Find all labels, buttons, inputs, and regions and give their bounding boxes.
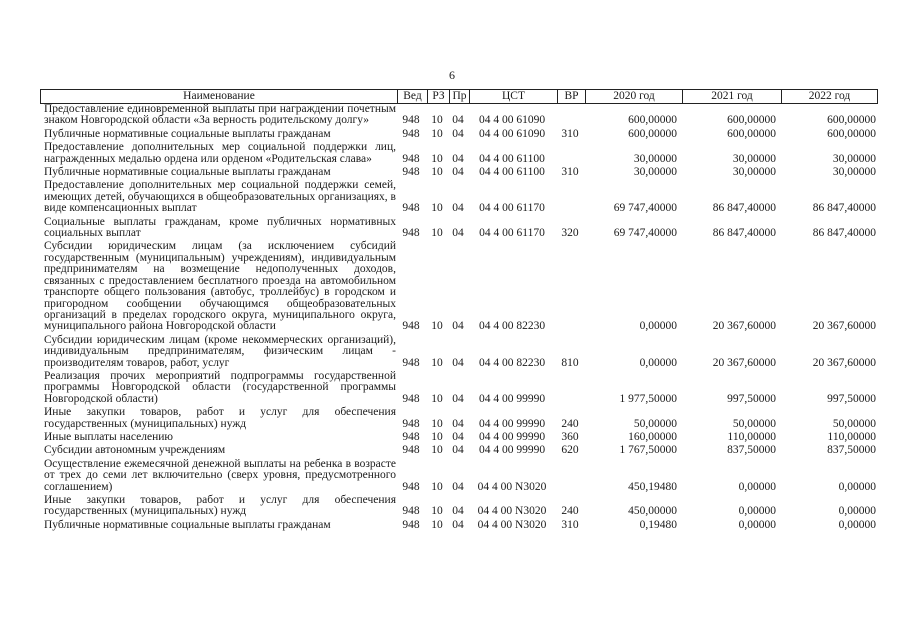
row-name: Иные закупки товаров, работ и услуг для обеспечения государственных (муниципальных) нужд [44, 406, 396, 430]
row-name: Публичные нормативные социальные выплаты гражданам [44, 127, 331, 140]
row-cst: 04 4 00 61100 [479, 152, 545, 165]
table-row [40, 241, 878, 332]
row-cst: 04 4 00 61100 [479, 166, 545, 179]
row-rz: 10 [431, 356, 443, 369]
row-cst: 04 4 00 82230 [478, 320, 546, 333]
row-ved: 948 [402, 417, 420, 430]
row-vr: 240 [561, 505, 579, 518]
row-pr: 04 [452, 152, 464, 165]
row-y2021: 86 847,40000 [712, 202, 776, 215]
row-rz: 10 [431, 114, 443, 127]
table-row [40, 104, 878, 127]
row-vr: 240 [561, 417, 579, 430]
table-row [40, 167, 878, 178]
table-row [40, 335, 878, 369]
table-row [40, 129, 878, 140]
row-pr: 04 [452, 518, 464, 531]
row-cst: 04 4 00 99990 [478, 392, 546, 405]
row-y2021: 0,00000 [738, 480, 776, 493]
row-ved: 948 [402, 518, 420, 531]
table-row [40, 495, 878, 518]
row-rz: 10 [431, 480, 443, 493]
header-name: Наименование [183, 90, 255, 102]
header-rz: РЗ [427, 90, 449, 103]
row-pr: 04 [452, 356, 464, 369]
row-ved: 948 [402, 392, 420, 405]
row-ved: 948 [402, 152, 420, 165]
row-y2020: 30,00000 [633, 152, 677, 165]
row-y2021: 600,00000 [727, 114, 776, 127]
row-y2020: 600,00000 [628, 127, 677, 140]
row-name: Социальные выплаты гражданам, кроме публичных нормативных социальных выплат [44, 215, 396, 240]
row-y2020: 1 767,50000 [619, 444, 677, 457]
row-rz: 10 [431, 202, 443, 215]
row-rz: 10 [431, 505, 443, 518]
row-rz: 10 [431, 127, 443, 140]
row-pr: 04 [452, 430, 464, 443]
row-cst: 04 4 00 99990 [478, 444, 546, 457]
table-row [40, 217, 878, 240]
row-cst: 04 4 00 N3020 [477, 518, 547, 531]
row-y2022: 30,00000 [832, 152, 876, 165]
row-y2020: 450,00000 [628, 505, 677, 518]
table-header [40, 89, 878, 104]
table-row [40, 432, 878, 443]
table-row [40, 142, 878, 165]
row-pr: 04 [452, 114, 464, 127]
row-cst: 04 4 00 61090 [478, 127, 546, 140]
table-row [40, 459, 878, 493]
row-y2022: 20 367,60000 [812, 320, 876, 333]
row-vr: 810 [561, 356, 579, 369]
row-name: Иные выплаты населению [44, 430, 173, 443]
row-y2021: 50,00000 [732, 417, 776, 430]
row-rz: 10 [431, 417, 443, 430]
row-y2022: 600,00000 [827, 114, 876, 127]
row-y2021: 600,00000 [727, 127, 776, 140]
row-y2021: 837,50000 [727, 444, 776, 457]
row-cst: 04 4 00 N3020 [477, 505, 547, 518]
row-y2022: 86 847,40000 [812, 202, 876, 215]
table-row [40, 180, 878, 214]
row-name: Публичные нормативные социальные выплаты гражданам [44, 166, 331, 179]
row-ved: 948 [402, 114, 420, 127]
row-name: Реализация прочих мероприятий подпрограммы государственной программы Новгородской области (государственной программы Новгородской области) [44, 369, 396, 405]
row-ved: 948 [402, 227, 420, 240]
row-y2020: 69 747,40000 [613, 202, 677, 215]
row-y2020: 69 747,40000 [613, 227, 677, 240]
row-pr: 04 [452, 417, 464, 430]
row-y2021: 30,00000 [732, 166, 776, 179]
row-y2020: 0,19480 [639, 518, 677, 531]
row-pr: 04 [452, 227, 464, 240]
row-vr: 310 [561, 166, 579, 179]
row-cst: 04 4 00 N3020 [477, 480, 547, 493]
row-y2021: 20 367,60000 [712, 320, 776, 333]
row-ved: 948 [402, 444, 420, 457]
header-2021: 2021 год [682, 90, 781, 103]
row-vr: 310 [561, 127, 579, 140]
row-vr: 310 [561, 518, 579, 531]
table-row [40, 371, 878, 405]
row-name: Субсидии автономным учреждениям [44, 444, 226, 457]
row-ved: 948 [402, 127, 420, 140]
row-y2020: 450,19480 [628, 480, 677, 493]
row-name: Публичные нормативные социальные выплаты гражданам [44, 518, 331, 531]
row-rz: 10 [431, 444, 443, 457]
row-ved: 948 [402, 480, 420, 493]
row-y2022: 997,50000 [827, 392, 876, 405]
row-name: Предоставление единовременной выплаты при награждении почетным знаком Новгородской области «За верность родительскому долгу» [44, 103, 396, 127]
row-name: Предоставление дополнительных мер социальной поддержки лиц, награжденных медалью ордена или орденом «Родительская слава» [44, 141, 396, 165]
row-y2021: 0,00000 [738, 518, 776, 531]
row-rz: 10 [431, 392, 443, 405]
row-pr: 04 [452, 505, 464, 518]
row-y2020: 30,00000 [633, 166, 677, 179]
header-2022: 2022 год [781, 90, 877, 103]
row-pr: 04 [452, 127, 464, 140]
header-vr: ВР [557, 90, 585, 103]
row-name: Иные закупки товаров, работ и услуг для обеспечения государственных (муниципальных) нужд [44, 494, 396, 518]
row-ved: 948 [402, 505, 420, 518]
row-y2022: 110,00000 [827, 430, 876, 443]
row-rz: 10 [431, 320, 443, 333]
row-rz: 10 [431, 227, 443, 240]
header-2020: 2020 год [585, 90, 682, 103]
row-cst: 04 4 00 61170 [479, 202, 545, 215]
row-y2020: 0,00000 [639, 356, 677, 369]
row-ved: 948 [402, 430, 420, 443]
table-row [40, 445, 878, 456]
row-y2021: 20 367,60000 [712, 356, 776, 369]
row-cst: 04 4 00 99990 [478, 430, 546, 443]
row-cst: 04 4 00 82230 [478, 356, 546, 369]
row-y2022: 0,00000 [838, 505, 876, 518]
row-ved: 948 [402, 356, 420, 369]
row-y2021: 0,00000 [738, 505, 776, 518]
row-ved: 948 [402, 166, 420, 179]
page-number: 6 [449, 68, 455, 82]
row-y2022: 0,00000 [838, 518, 876, 531]
row-y2021: 86 847,40000 [712, 227, 776, 240]
row-pr: 04 [452, 166, 464, 179]
row-name: Предоставление дополнительных мер социальной поддержки семей, имеющих детей, обучающихся в общеобразовательных организациях, в виде компенсационных выплат [44, 179, 396, 215]
header-ved: Вед [397, 90, 427, 103]
row-pr: 04 [452, 320, 464, 333]
table-body [40, 104, 878, 533]
row-y2022: 20 367,60000 [812, 356, 876, 369]
row-y2021: 30,00000 [732, 152, 776, 165]
row-pr: 04 [452, 444, 464, 457]
row-y2022: 86 847,40000 [812, 227, 876, 240]
row-y2022: 50,00000 [832, 417, 876, 430]
row-y2022: 837,50000 [827, 444, 876, 457]
row-y2021: 110,00000 [727, 430, 776, 443]
row-y2022: 600,00000 [827, 127, 876, 140]
row-y2020: 600,00000 [628, 114, 677, 127]
row-cst: 04 4 00 61170 [479, 227, 545, 240]
row-pr: 04 [452, 480, 464, 493]
row-y2022: 30,00000 [832, 166, 876, 179]
row-vr: 360 [561, 430, 579, 443]
row-rz: 10 [431, 166, 443, 179]
row-y2020: 160,00000 [628, 430, 677, 443]
row-y2020: 0,00000 [639, 320, 677, 333]
row-ved: 948 [402, 202, 420, 215]
row-rz: 10 [431, 430, 443, 443]
row-y2020: 50,00000 [633, 417, 677, 430]
row-name: Осуществление ежемесячной денежной выплаты на ребенка в возрасте от трех до семи лет включительно (сверх уровня, предусмотренного соглашением) [44, 457, 396, 493]
row-y2020: 1 977,50000 [619, 392, 677, 405]
header-pr: Пр [449, 90, 469, 103]
row-pr: 04 [452, 392, 464, 405]
row-rz: 10 [431, 152, 443, 165]
table-row [40, 520, 878, 531]
header-cst: ЦСТ [469, 90, 557, 103]
row-name: Субсидии юридическим лицам (кроме некоммерческих организаций), индивидуальным предпринимателям, физическим лицам - производителям товаров, работ, услуг [44, 333, 396, 369]
row-vr: 620 [561, 444, 579, 457]
row-y2021: 997,50000 [727, 392, 776, 405]
table-row [40, 407, 878, 430]
row-ved: 948 [402, 320, 420, 333]
row-vr: 320 [561, 227, 579, 240]
row-pr: 04 [452, 202, 464, 215]
row-cst: 04 4 00 99990 [478, 417, 546, 430]
row-rz: 10 [431, 518, 443, 531]
row-cst: 04 4 00 61090 [478, 114, 546, 127]
row-y2022: 0,00000 [838, 480, 876, 493]
row-name: Субсидии юридическим лицам (за исключением субсидий государственным (муниципальным) учреждениям), индивидуальным предпринимателям на возмещение недополученных доходов, связанных с предоставлением бесплатного проезда на автомобильном транспорте общего пользования (автобус, троллейбус) в городском и пригородном сообщении обучающимся общеобразовательных организаций в пределах городского округа, муниципального округа, муниципального района Новгородской области [44, 240, 396, 333]
